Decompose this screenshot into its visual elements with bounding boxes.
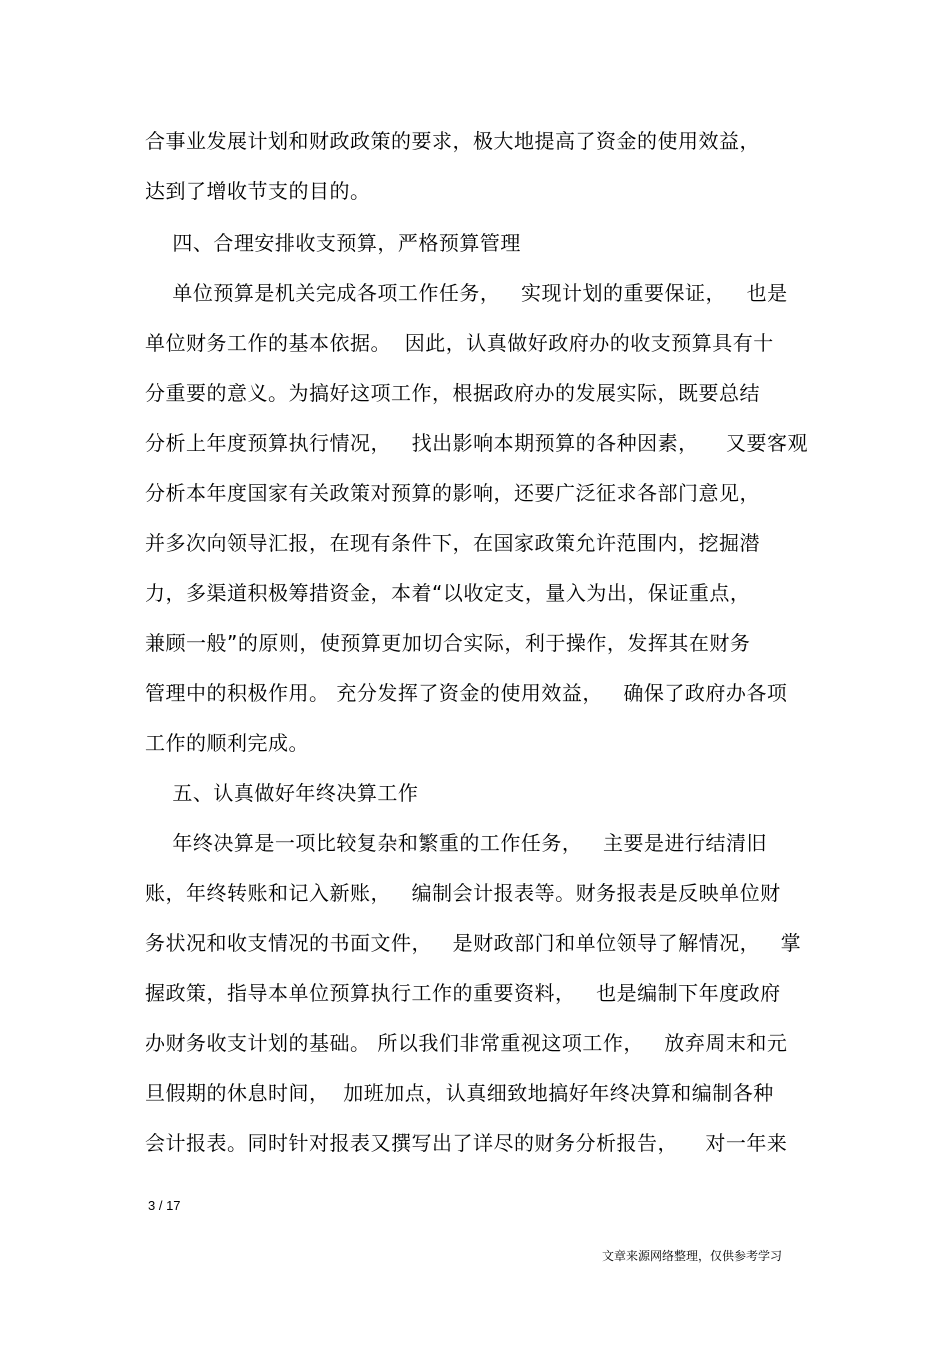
body-line: 账，年终转账和记入新账， 编制会计报表等。财务报表是反映单位财 xyxy=(145,881,781,905)
body-line: 务状况和收支情况的书面文件， 是财政部门和单位领导了解情况， 掌 xyxy=(145,931,802,955)
section-heading: 五、认真做好年终决算工作 xyxy=(145,781,419,805)
body-line: 单位财务工作的基本依据。 因此，认真做好政府办的收支预算具有十 xyxy=(145,331,774,355)
body-line: 力，多渠道积极筹措资金，本着“以收定支，量入为出，保证重点， xyxy=(145,581,751,605)
body-line: 达到了增收节支的目的。 xyxy=(145,179,371,203)
body-line: 旦假期的休息时间， 加班加点，认真细致地搞好年终决算和编制各种 xyxy=(145,1081,774,1105)
body-line: 分重要的意义。为搞好这项工作，根据政府办的发展实际，既要总结 xyxy=(145,381,760,405)
body-line: 分析上年度预算执行情况， 找出影响本期预算的各种因素， 又要客观 xyxy=(145,431,809,455)
body-line: 年终决算是一项比较复杂和繁重的工作任务， 主要是进行结清旧 xyxy=(145,831,768,855)
section-heading: 四、合理安排收支预算，严格预算管理 xyxy=(145,231,521,255)
body-line: 办财务收支计划的基础。 所以我们非常重视这项工作， 放弃周末和元 xyxy=(145,1031,788,1055)
body-line: 单位预算是机关完成各项工作任务， 实现计划的重要保证， 也是 xyxy=(145,281,788,305)
body-line: 兼顾一般”的原则，使预算更加切合实际，利于操作，发挥其在财务 xyxy=(145,631,751,655)
body-line: 会计报表。同时针对报表又撰写出了详尽的财务分析报告， 对一年来 xyxy=(145,1131,788,1155)
body-line: 握政策，指导本单位预算执行工作的重要资料， 也是编制下年度政府 xyxy=(145,981,781,1005)
body-line: 管理中的积极作用。 充分发挥了资金的使用效益， 确保了政府办各项 xyxy=(145,681,788,705)
footer-note: 文章来源网络整理，仅供参考学习 xyxy=(601,1249,782,1263)
body-line: 合事业发展计划和财政政策的要求，极大地提高了资金的使用效益， xyxy=(145,129,760,153)
body-line: 并多次向领导汇报，在现有条件下，在国家政策允许范围内，挖掘潜 xyxy=(145,531,760,555)
body-line: 分析本年度国家有关政策对预算的影响，还要广泛征求各部门意见， xyxy=(145,481,760,505)
page-number: 3 / 17 xyxy=(148,1198,181,1213)
body-line: 工作的顺利完成。 xyxy=(145,731,309,755)
